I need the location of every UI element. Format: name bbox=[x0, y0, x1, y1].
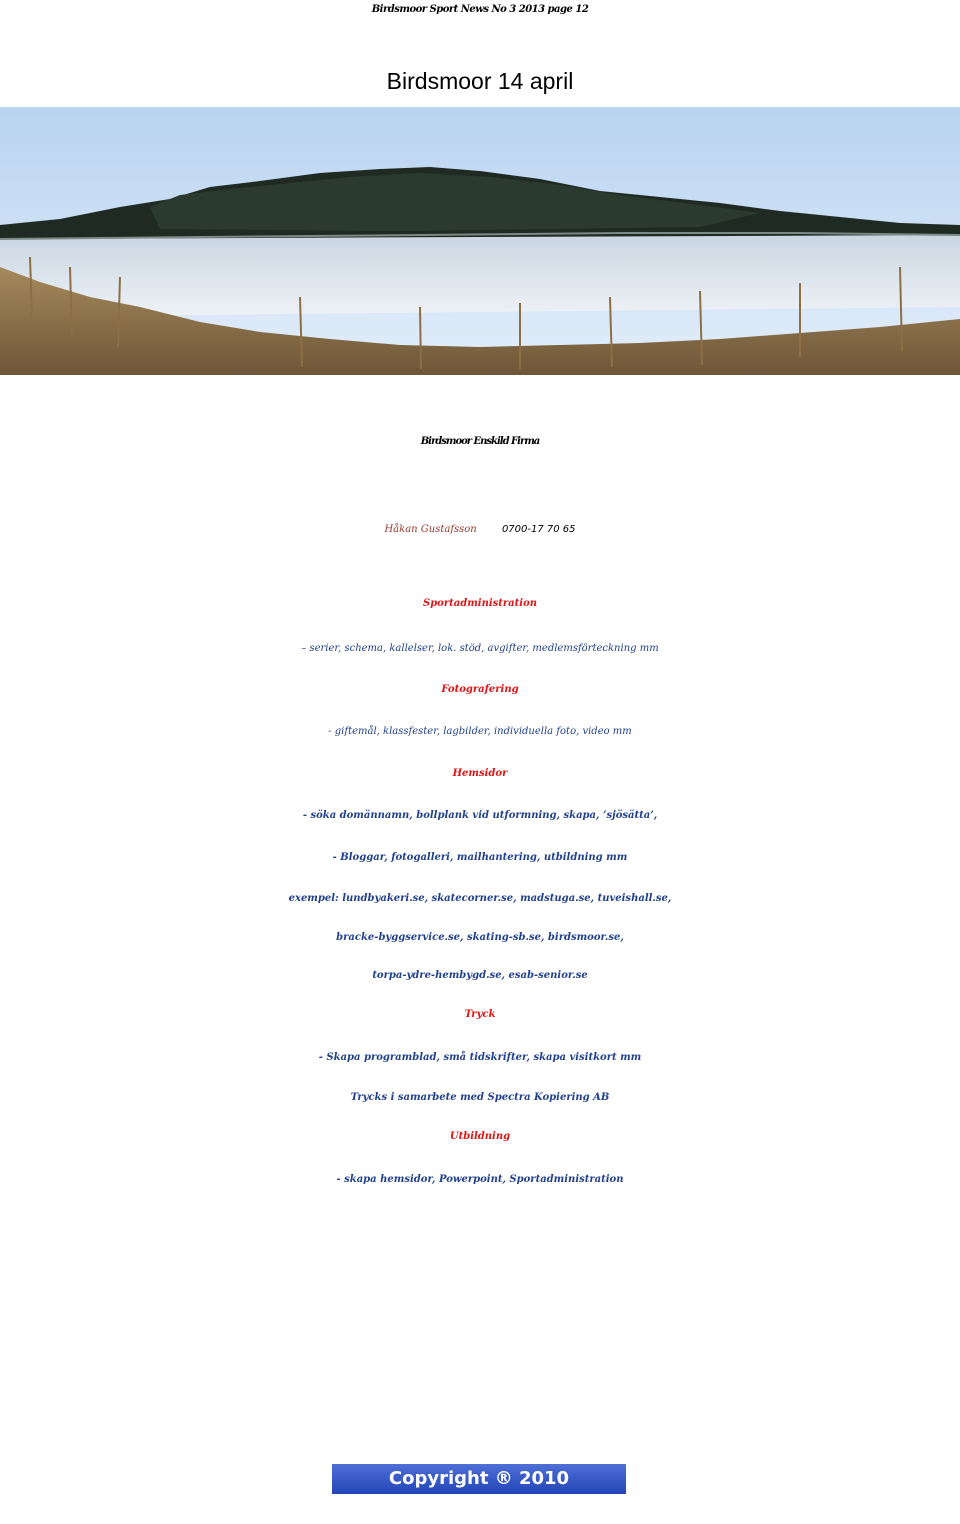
web-examples-2: bracke-byggservice.se, skating-sb.se, birdsmoor.se, bbox=[336, 932, 624, 943]
web-examples-3: torpa-ydre-hembygd.se, esab-senior.se bbox=[372, 970, 588, 981]
contact-phone: 0700-17 70 65 bbox=[501, 524, 576, 535]
web-line-2: - Bloggar, fotogalleri, mailhantering, utbildning mm bbox=[332, 852, 628, 863]
web-examples-1: exempel: lundbyakeri.se, skatecorner.se, madstuga.se, tuveishall.se, bbox=[288, 893, 672, 904]
print-heading: Tryck bbox=[464, 1009, 496, 1020]
contact-line bbox=[0, 524, 960, 535]
landscape-photo-icon bbox=[0, 107, 960, 375]
print-line-2: Trycks i samarbete med Spectra Kopiering AB bbox=[350, 1092, 610, 1103]
web-heading: Hemsidor bbox=[452, 768, 508, 779]
education-description: - skapa hemsidor, Powerpoint, Sportadministration bbox=[336, 1174, 624, 1185]
issue-date: Birdsmoor 14 april bbox=[386, 68, 574, 94]
photo-heading: Fotografering bbox=[441, 684, 519, 695]
sport-description: – serier, schema, kallelser, lok. stöd, avgifter, medlemsförteckning mm bbox=[301, 643, 659, 654]
photo-description: - giftemål, klassfester, lagbilder, individuella foto, video mm bbox=[328, 726, 632, 737]
copyright-banner: Copyright ® 2010 Birdsmoor.se bbox=[332, 1464, 626, 1494]
newsletter-title: Birdsmoor Sport News No 3 2013 page 12 bbox=[371, 4, 589, 15]
contact-name: Håkan Gustafsson bbox=[384, 524, 477, 535]
sport-heading: Sportadministration bbox=[422, 598, 538, 609]
company-name: Birdsmoor Enskild Firma bbox=[420, 436, 540, 447]
print-line-1: - Skapa programblad, små tidskrifter, skapa visitkort mm bbox=[318, 1052, 642, 1063]
web-line-1: - söka domännamn, bollplank vid utformning, skapa, ’sjösätta’, bbox=[302, 810, 658, 821]
landscape-photo bbox=[0, 107, 960, 375]
education-heading: Utbildning bbox=[449, 1131, 511, 1142]
